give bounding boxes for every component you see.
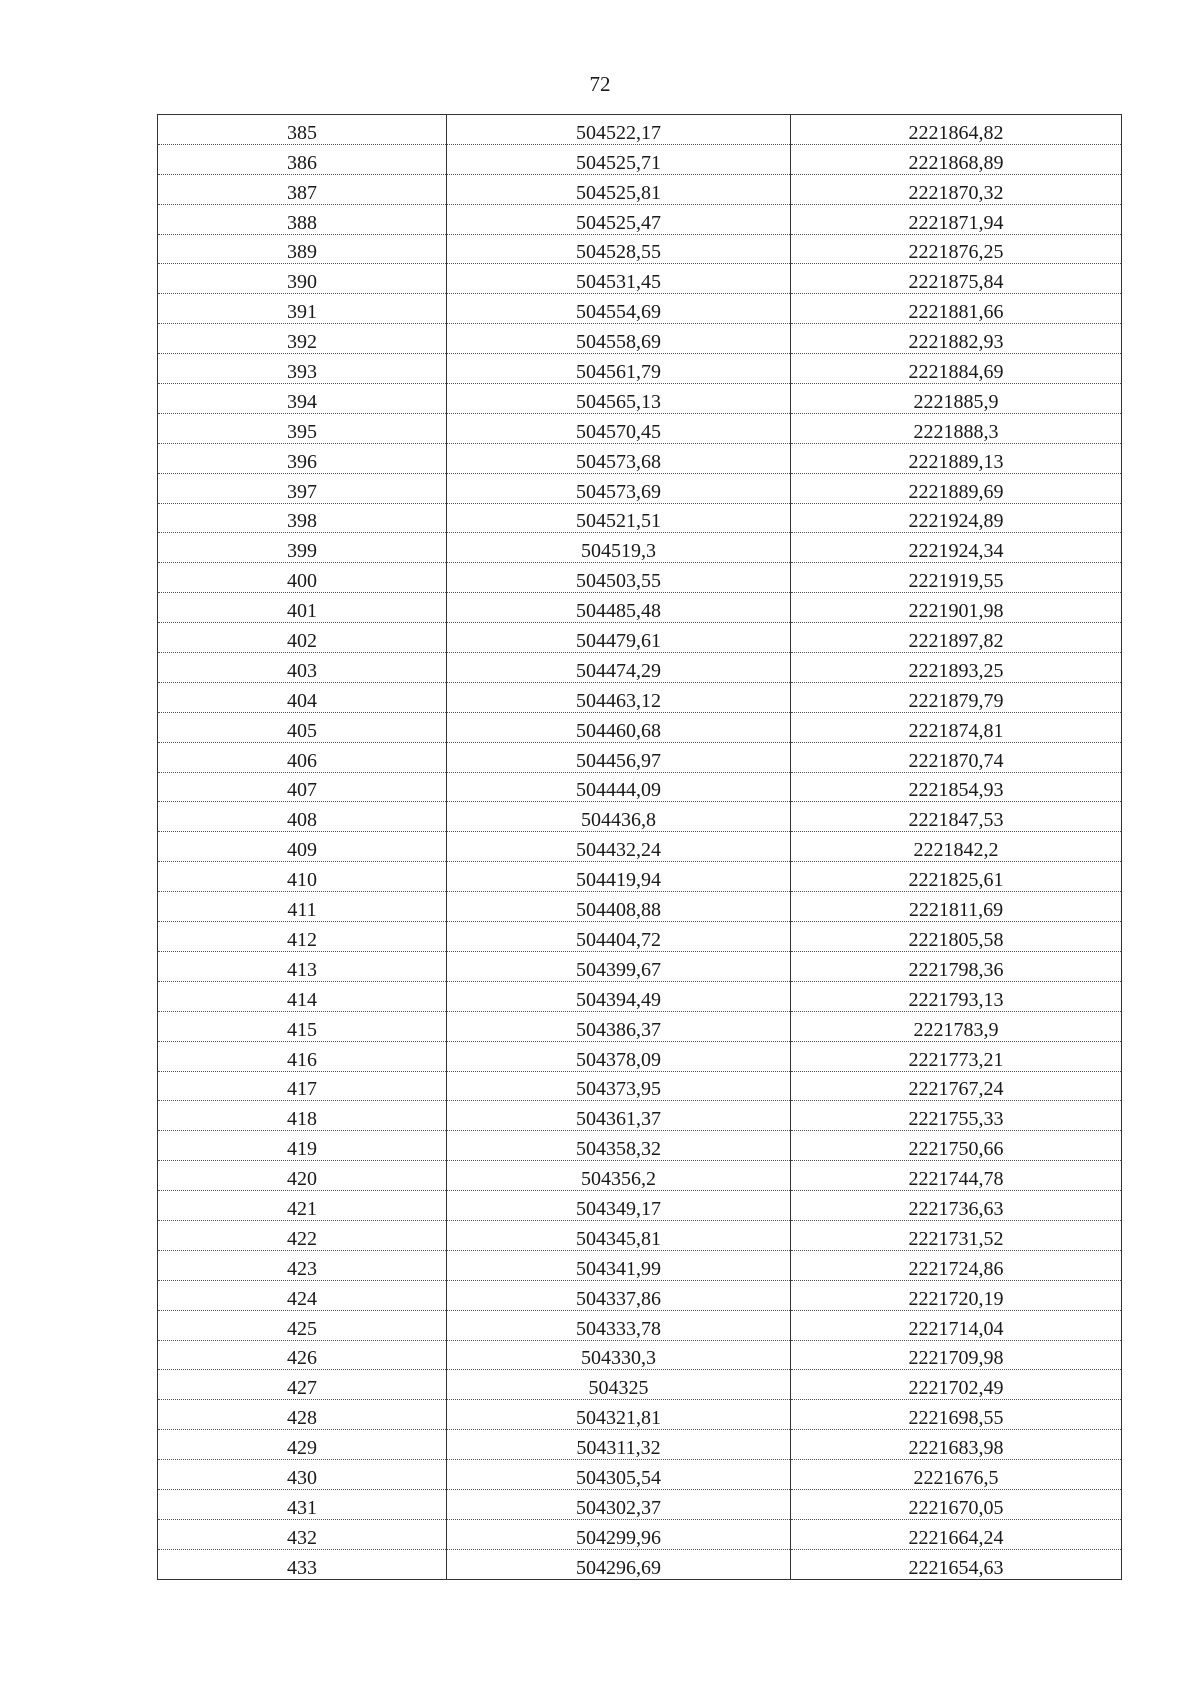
table-row — [158, 1250, 1122, 1280]
x-coordinate-cell: 504386,37 — [447, 1011, 791, 1041]
point-number-cell: 411 — [158, 892, 447, 922]
y-coordinate-cell: 2221767,24 — [791, 1071, 1122, 1101]
x-coordinate-cell: 504296,69 — [447, 1549, 791, 1579]
x-coordinate-cell: 504394,49 — [447, 981, 791, 1011]
coordinates-table-body — [158, 115, 1122, 1580]
y-coordinate-cell: 2221709,98 — [791, 1340, 1122, 1370]
point-number-cell: 427 — [158, 1370, 447, 1400]
table-row — [158, 981, 1122, 1011]
point-number-cell: 421 — [158, 1191, 447, 1221]
y-coordinate-cell: 2221864,82 — [791, 115, 1122, 145]
table-row — [158, 1400, 1122, 1430]
point-number-cell: 426 — [158, 1340, 447, 1370]
point-number-cell: 391 — [158, 294, 447, 324]
y-coordinate-cell: 2221871,94 — [791, 204, 1122, 234]
table-row — [158, 1519, 1122, 1549]
point-number-cell: 389 — [158, 234, 447, 264]
point-number-cell: 433 — [158, 1549, 447, 1579]
y-coordinate-cell: 2221825,61 — [791, 862, 1122, 892]
x-coordinate-cell: 504519,3 — [447, 533, 791, 563]
table-row — [158, 533, 1122, 563]
y-coordinate-cell: 2221924,89 — [791, 503, 1122, 533]
table-row — [158, 742, 1122, 772]
point-number-cell: 415 — [158, 1011, 447, 1041]
table-row — [158, 593, 1122, 623]
x-coordinate-cell: 504554,69 — [447, 294, 791, 324]
point-number-cell: 410 — [158, 862, 447, 892]
table-row — [158, 922, 1122, 952]
table-row — [158, 682, 1122, 712]
x-coordinate-cell: 504525,71 — [447, 144, 791, 174]
point-number-cell: 386 — [158, 144, 447, 174]
x-coordinate-cell: 504570,45 — [447, 413, 791, 443]
x-coordinate-cell: 504436,8 — [447, 802, 791, 832]
point-number-cell: 414 — [158, 981, 447, 1011]
point-number-cell: 397 — [158, 473, 447, 503]
x-coordinate-cell: 504305,54 — [447, 1460, 791, 1490]
point-number-cell: 428 — [158, 1400, 447, 1430]
x-coordinate-cell: 504474,29 — [447, 653, 791, 683]
y-coordinate-cell: 2221893,25 — [791, 653, 1122, 683]
x-coordinate-cell: 504573,69 — [447, 473, 791, 503]
point-number-cell: 429 — [158, 1430, 447, 1460]
table-row — [158, 1011, 1122, 1041]
table-row — [158, 204, 1122, 234]
x-coordinate-cell: 504503,55 — [447, 563, 791, 593]
x-coordinate-cell: 504378,09 — [447, 1041, 791, 1071]
x-coordinate-cell: 504330,3 — [447, 1340, 791, 1370]
y-coordinate-cell: 2221773,21 — [791, 1041, 1122, 1071]
x-coordinate-cell: 504525,47 — [447, 204, 791, 234]
table-row — [158, 653, 1122, 683]
table-row — [158, 1191, 1122, 1221]
table-row — [158, 354, 1122, 384]
point-number-cell: 396 — [158, 443, 447, 473]
x-coordinate-cell: 504522,17 — [447, 115, 791, 145]
x-coordinate-cell: 504399,67 — [447, 951, 791, 981]
x-coordinate-cell: 504479,61 — [447, 623, 791, 653]
table-row — [158, 772, 1122, 802]
table-row — [158, 862, 1122, 892]
x-coordinate-cell: 504356,2 — [447, 1161, 791, 1191]
x-coordinate-cell: 504404,72 — [447, 922, 791, 952]
x-coordinate-cell: 504456,97 — [447, 742, 791, 772]
table-row — [158, 1460, 1122, 1490]
table-row — [158, 1430, 1122, 1460]
point-number-cell: 401 — [158, 593, 447, 623]
point-number-cell: 398 — [158, 503, 447, 533]
table-row — [158, 1340, 1122, 1370]
x-coordinate-cell: 504561,79 — [447, 354, 791, 384]
table-row — [158, 264, 1122, 294]
x-coordinate-cell: 504373,95 — [447, 1071, 791, 1101]
point-number-cell: 422 — [158, 1220, 447, 1250]
x-coordinate-cell: 504573,68 — [447, 443, 791, 473]
table-row — [158, 623, 1122, 653]
x-coordinate-cell: 504463,12 — [447, 682, 791, 712]
y-coordinate-cell: 2221876,25 — [791, 234, 1122, 264]
x-coordinate-cell: 504565,13 — [447, 384, 791, 414]
point-number-cell: 432 — [158, 1519, 447, 1549]
y-coordinate-cell: 2221724,86 — [791, 1250, 1122, 1280]
point-number-cell: 406 — [158, 742, 447, 772]
x-coordinate-cell: 504311,32 — [447, 1430, 791, 1460]
x-coordinate-cell: 504349,17 — [447, 1191, 791, 1221]
table-row — [158, 1280, 1122, 1310]
table-row — [158, 1310, 1122, 1340]
x-coordinate-cell: 504302,37 — [447, 1489, 791, 1519]
y-coordinate-cell: 2221798,36 — [791, 951, 1122, 981]
point-number-cell: 412 — [158, 922, 447, 952]
point-number-cell: 409 — [158, 832, 447, 862]
point-number-cell: 387 — [158, 174, 447, 204]
point-number-cell: 424 — [158, 1280, 447, 1310]
y-coordinate-cell: 2221901,98 — [791, 593, 1122, 623]
x-coordinate-cell: 504531,45 — [447, 264, 791, 294]
point-number-cell: 408 — [158, 802, 447, 832]
y-coordinate-cell: 2221793,13 — [791, 981, 1122, 1011]
table-row — [158, 503, 1122, 533]
point-number-cell: 418 — [158, 1101, 447, 1131]
y-coordinate-cell: 2221736,63 — [791, 1191, 1122, 1221]
y-coordinate-cell: 2221683,98 — [791, 1430, 1122, 1460]
y-coordinate-cell: 2221884,69 — [791, 354, 1122, 384]
point-number-cell: 416 — [158, 1041, 447, 1071]
table-row — [158, 1370, 1122, 1400]
y-coordinate-cell: 2221868,89 — [791, 144, 1122, 174]
point-number-cell: 423 — [158, 1250, 447, 1280]
x-coordinate-cell: 504361,37 — [447, 1101, 791, 1131]
table-row — [158, 294, 1122, 324]
table-row — [158, 712, 1122, 742]
point-number-cell: 417 — [158, 1071, 447, 1101]
x-coordinate-cell: 504408,88 — [447, 892, 791, 922]
point-number-cell: 402 — [158, 623, 447, 653]
y-coordinate-cell: 2221714,04 — [791, 1310, 1122, 1340]
y-coordinate-cell: 2221897,82 — [791, 623, 1122, 653]
y-coordinate-cell: 2221783,9 — [791, 1011, 1122, 1041]
y-coordinate-cell: 2221755,33 — [791, 1101, 1122, 1131]
table-row — [158, 951, 1122, 981]
table-row — [158, 384, 1122, 414]
x-coordinate-cell: 504521,51 — [447, 503, 791, 533]
x-coordinate-cell: 504432,24 — [447, 832, 791, 862]
y-coordinate-cell: 2221842,2 — [791, 832, 1122, 862]
y-coordinate-cell: 2221875,84 — [791, 264, 1122, 294]
table-row — [158, 443, 1122, 473]
table-row — [158, 174, 1122, 204]
table-row — [158, 473, 1122, 503]
table-row — [158, 563, 1122, 593]
table-row — [158, 144, 1122, 174]
y-coordinate-cell: 2221731,52 — [791, 1220, 1122, 1250]
point-number-cell: 392 — [158, 324, 447, 354]
y-coordinate-cell: 2221881,66 — [791, 294, 1122, 324]
x-coordinate-cell: 504525,81 — [447, 174, 791, 204]
x-coordinate-cell: 504321,81 — [447, 1400, 791, 1430]
table-row — [158, 1549, 1122, 1579]
point-number-cell: 430 — [158, 1460, 447, 1490]
table-row — [158, 115, 1122, 145]
table-row — [158, 1161, 1122, 1191]
point-number-cell: 395 — [158, 413, 447, 443]
table-row — [158, 413, 1122, 443]
table-row — [158, 1041, 1122, 1071]
point-number-cell: 425 — [158, 1310, 447, 1340]
x-coordinate-cell: 504337,86 — [447, 1280, 791, 1310]
point-number-cell: 419 — [158, 1131, 447, 1161]
x-coordinate-cell: 504460,68 — [447, 712, 791, 742]
x-coordinate-cell: 504325 — [447, 1370, 791, 1400]
y-coordinate-cell: 2221811,69 — [791, 892, 1122, 922]
y-coordinate-cell: 2221744,78 — [791, 1161, 1122, 1191]
table-row — [158, 1131, 1122, 1161]
x-coordinate-cell: 504485,48 — [447, 593, 791, 623]
table-row — [158, 324, 1122, 354]
table-row — [158, 234, 1122, 264]
point-number-cell: 390 — [158, 264, 447, 294]
table-row — [158, 832, 1122, 862]
point-number-cell: 413 — [158, 951, 447, 981]
y-coordinate-cell: 2221885,9 — [791, 384, 1122, 414]
table-row — [158, 892, 1122, 922]
point-number-cell: 404 — [158, 682, 447, 712]
point-number-cell: 407 — [158, 772, 447, 802]
x-coordinate-cell: 504419,94 — [447, 862, 791, 892]
point-number-cell: 400 — [158, 563, 447, 593]
y-coordinate-cell: 2221664,24 — [791, 1519, 1122, 1549]
page-number: 72 — [589, 72, 611, 96]
point-number-cell: 388 — [158, 204, 447, 234]
y-coordinate-cell: 2221889,13 — [791, 443, 1122, 473]
x-coordinate-cell: 504345,81 — [447, 1220, 791, 1250]
table-row — [158, 1071, 1122, 1101]
point-number-cell: 385 — [158, 115, 447, 145]
point-number-cell: 431 — [158, 1489, 447, 1519]
y-coordinate-cell: 2221654,63 — [791, 1549, 1122, 1579]
x-coordinate-cell: 504558,69 — [447, 324, 791, 354]
x-coordinate-cell: 504299,96 — [447, 1519, 791, 1549]
point-number-cell: 405 — [158, 712, 447, 742]
point-number-cell: 420 — [158, 1161, 447, 1191]
x-coordinate-cell: 504528,55 — [447, 234, 791, 264]
y-coordinate-cell: 2221750,66 — [791, 1131, 1122, 1161]
point-number-cell: 393 — [158, 354, 447, 384]
table-row — [158, 1489, 1122, 1519]
y-coordinate-cell: 2221874,81 — [791, 712, 1122, 742]
point-number-cell: 403 — [158, 653, 447, 683]
y-coordinate-cell: 2221888,3 — [791, 413, 1122, 443]
y-coordinate-cell: 2221889,69 — [791, 473, 1122, 503]
table-row — [158, 1220, 1122, 1250]
y-coordinate-cell: 2221879,79 — [791, 682, 1122, 712]
y-coordinate-cell: 2221805,58 — [791, 922, 1122, 952]
y-coordinate-cell: 2221847,53 — [791, 802, 1122, 832]
table-row — [158, 1101, 1122, 1131]
coordinates-table — [157, 114, 1122, 1580]
y-coordinate-cell: 2221676,5 — [791, 1460, 1122, 1490]
y-coordinate-cell: 2221924,34 — [791, 533, 1122, 563]
x-coordinate-cell: 504333,78 — [447, 1310, 791, 1340]
y-coordinate-cell: 2221919,55 — [791, 563, 1122, 593]
x-coordinate-cell: 504358,32 — [447, 1131, 791, 1161]
y-coordinate-cell: 2221870,74 — [791, 742, 1122, 772]
y-coordinate-cell: 2221698,55 — [791, 1400, 1122, 1430]
x-coordinate-cell: 504444,09 — [447, 772, 791, 802]
x-coordinate-cell: 504341,99 — [447, 1250, 791, 1280]
y-coordinate-cell: 2221882,93 — [791, 324, 1122, 354]
y-coordinate-cell: 2221670,05 — [791, 1489, 1122, 1519]
point-number-cell: 399 — [158, 533, 447, 563]
y-coordinate-cell: 2221720,19 — [791, 1280, 1122, 1310]
y-coordinate-cell: 2221854,93 — [791, 772, 1122, 802]
point-number-cell: 394 — [158, 384, 447, 414]
y-coordinate-cell: 2221702,49 — [791, 1370, 1122, 1400]
table-row — [158, 802, 1122, 832]
y-coordinate-cell: 2221870,32 — [791, 174, 1122, 204]
